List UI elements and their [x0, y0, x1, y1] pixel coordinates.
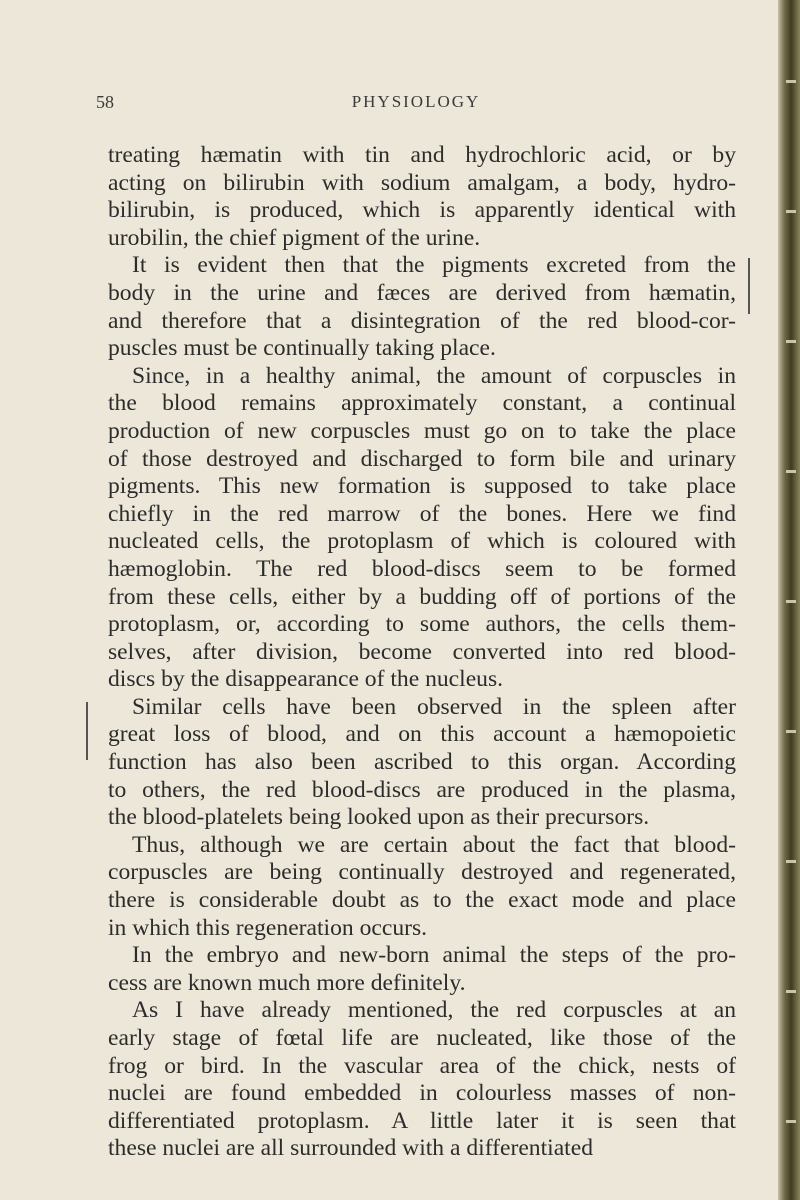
text-line: Similar cells have been observed in the spleen after	[132, 693, 736, 720]
text-line: frog or bird. In the vascular area of the chick, nests of	[108, 1052, 736, 1079]
text-line: these nuclei are all surrounded with a differentiated	[108, 1135, 594, 1162]
text-line: selves, after division, become converted into red blood-	[108, 638, 736, 665]
text-line: corpuscles are being continually destroyed and regenerated,	[108, 859, 736, 886]
text-line: Thus, although we are certain about the fact that blood-	[132, 831, 736, 858]
page-number: 58	[96, 92, 114, 112]
text-line: production of new corpuscles must go on to take the place	[108, 417, 736, 444]
text-line: It is evident then that the pigments excreted from the	[132, 252, 736, 279]
text-line: early stage of fœtal life are nucleated, like those of the	[108, 1025, 736, 1051]
text-line: the blood-platelets being looked upon as their precursors.	[108, 804, 650, 831]
text-line: chiefly in the red marrow of the bones. Here we find	[108, 500, 736, 527]
body-text	[108, 142, 736, 1163]
text-line: urobilin, the chief pigment of the urine.	[108, 224, 481, 251]
text-line: to others, the red blood-discs are produced in the plasma,	[108, 776, 736, 803]
text-line: treating hæmatin with tin and hydrochloric acid, or by	[108, 142, 736, 168]
edge-mark	[786, 730, 796, 733]
text-line: body in the urine and fæces are derived from hæmatin,	[108, 279, 736, 306]
edge-mark	[786, 1120, 796, 1123]
text-line: nuclei are found embedded in colourless masses of non-	[108, 1080, 736, 1107]
edge-mark	[786, 860, 796, 863]
text-line: discs by the disappearance of the nucleus.	[108, 666, 504, 693]
text-line: in which this regeneration occurs.	[108, 914, 428, 941]
edge-mark	[786, 990, 796, 993]
margin-mark	[86, 702, 88, 760]
edge-mark	[786, 470, 796, 473]
running-title: PHYSIOLOGY	[351, 92, 481, 111]
text-line: In the embryo and new-born animal the steps of the pro-	[132, 942, 736, 969]
text-line: function has also been ascribed to this organ. According	[108, 749, 736, 776]
page-header	[96, 92, 736, 116]
text-line: differentiated protoplasm. A little later it is seen that	[108, 1107, 736, 1134]
text-line: cess are known much more definitely.	[108, 969, 466, 996]
text-line: of those destroyed and discharged to form bile and urinary	[108, 445, 736, 472]
text-line: Since, in a healthy animal, the amount of corpuscles in	[132, 362, 736, 389]
edge-mark	[786, 80, 796, 83]
text-line: there is considerable doubt as to the exact mode and place	[108, 887, 736, 914]
text-line: protoplasm, or, according to some authors, the cells them-	[108, 611, 736, 638]
text-line: great loss of blood, and on this account a hæmopoietic	[108, 721, 736, 748]
page-edge	[778, 0, 800, 1200]
edge-mark	[786, 340, 796, 343]
edge-mark	[786, 600, 796, 603]
margin-mark	[748, 258, 750, 314]
edge-mark	[786, 210, 796, 213]
text-line: pigments. This new formation is supposed to take place	[108, 473, 736, 500]
text-line: and therefore that a disintegration of the red blood-cor-	[108, 307, 736, 334]
text-line: bilirubin, is produced, which is apparently identical with	[108, 197, 736, 224]
text-line: As I have already mentioned, the red corpuscles at an	[132, 997, 736, 1024]
text-line: acting on bilirubin with sodium amalgam, a body, hydro-	[108, 169, 736, 196]
text-line: nucleated cells, the protoplasm of which is coloured with	[108, 528, 736, 555]
text-line: puscles must be continually taking place.	[108, 335, 496, 362]
text-line: the blood remains approximately constant, a continual	[108, 390, 736, 417]
text-line: from these cells, either by a budding off of portions of the	[108, 583, 736, 610]
text-line: hæmoglobin. The red blood-discs seem to be formed	[108, 555, 736, 582]
